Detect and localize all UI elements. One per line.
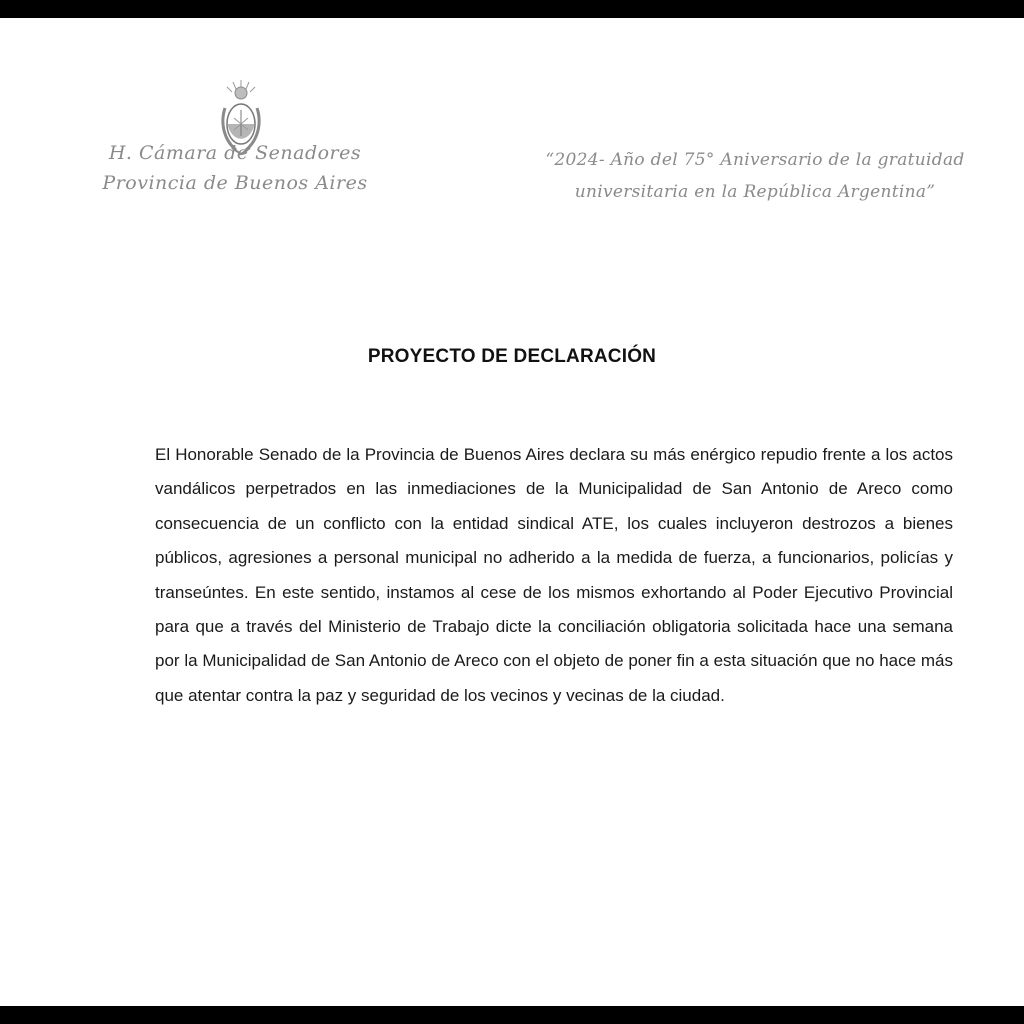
letterhead-chamber-line1: H. Cámara de Senadores <box>108 142 362 164</box>
letterhead-chamber <box>100 138 370 198</box>
letterhead-motto <box>520 144 990 208</box>
letterhead-motto-line2: universitaria en la República Argentina” <box>574 182 936 202</box>
document-body: El Honorable Senado de la Provincia de Buenos Aires declara su más enérgico repudio frente a los actos vandálicos perpetrados en las inmediaciones de la Municipalidad de San Antonio de Areco como consecuencia de un conflicto con la entidad sindical ATE, los cuales incluyeron destrozos a bienes públicos, agresiones a personal municipal no adherido a la medida de fuerza, a funcionarios, policías y transeúntes. En este sentido, instamos al cese de los mismos exhortando al Poder Ejecutivo Provincial para que a través del Ministerio de Trabajo dicte la conciliación obligatoria solicitada hace una semana por la Municipalidad de San Antonio de Areco con el objeto de poner fin a esta situación que no hace más que atentar contra la paz y seguridad de los vecinos y vecinas de la ciudad. <box>155 445 953 705</box>
document-page <box>0 18 1024 1006</box>
letterhead-chamber-line2: Provincia de Buenos Aires <box>102 172 368 194</box>
document-title: PROYECTO DE DECLARACIÓN <box>367 346 657 367</box>
letterhead-motto-line1: “2024- Año del 75° Aniversario de la gratuidad <box>545 150 965 170</box>
